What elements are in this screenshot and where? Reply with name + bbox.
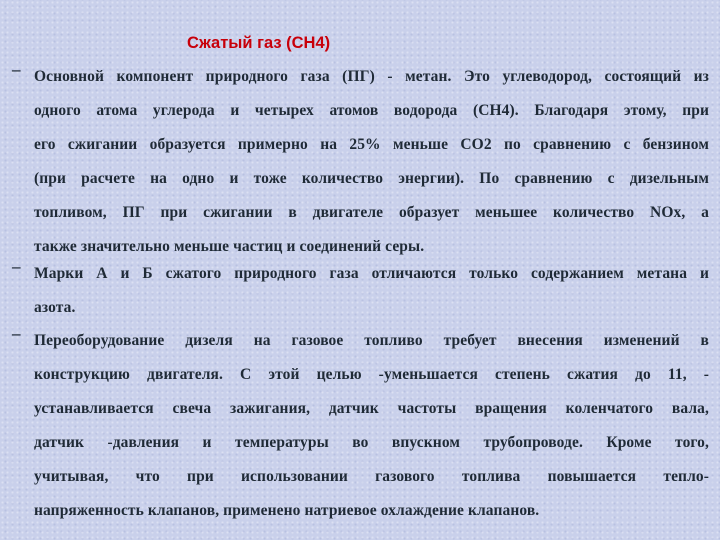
text-line: одного атома углерода и четырех атомов водорода (СН4). Благодаря этому, при <box>34 102 709 119</box>
text-line: датчик -давления и температуры во впускном трубопроводе. Кроме того, <box>34 434 709 451</box>
bullet-dash-2: – <box>12 257 21 276</box>
text-line: устанавливается свеча зажигания, датчик частоты вращения коленчатого вала, <box>34 400 709 417</box>
bullet-dash-1: – <box>12 60 21 79</box>
bullet-paragraph-1 <box>34 60 709 264</box>
text-line: его сжигании образуется примерно на 25% меньше СО2 по сравнению с бензином <box>34 136 709 153</box>
bullet-paragraph-3 <box>34 324 709 528</box>
text-line: также значительно меньше частиц и соединений серы. <box>34 238 425 255</box>
text-line: конструкцию двигателя. С этой целью -уменьшается степень сжатия до 11, - <box>34 366 709 383</box>
bullet-dash-3: – <box>12 324 21 343</box>
slide-title: Сжатый газ (СН4) <box>187 34 331 52</box>
text-line: Марки А и Б сжатого природного газа отличаются только содержанием метана и <box>34 265 709 282</box>
text-line: Основной компонент природного газа (ПГ) - метан. Это углеводород, состоящий из <box>34 68 709 85</box>
text-line: Переоборудование дизеля на газовое топливо требует внесения изменений в <box>34 332 709 349</box>
text-line: азота. <box>34 299 76 316</box>
bullet-paragraph-2 <box>34 257 709 325</box>
text-line: (при расчете на одно и тоже количество энергии). По сравнению с дизельным <box>34 170 709 187</box>
text-line: топливом, ПГ при сжигании в двигателе образует меньшее количество NOx, а <box>34 204 709 221</box>
text-line: учитывая, что при использовании газового топлива повышается тепло- <box>34 468 709 485</box>
text-line: напряженность клапанов, применено натриевое охлаждение клапанов. <box>34 502 540 519</box>
